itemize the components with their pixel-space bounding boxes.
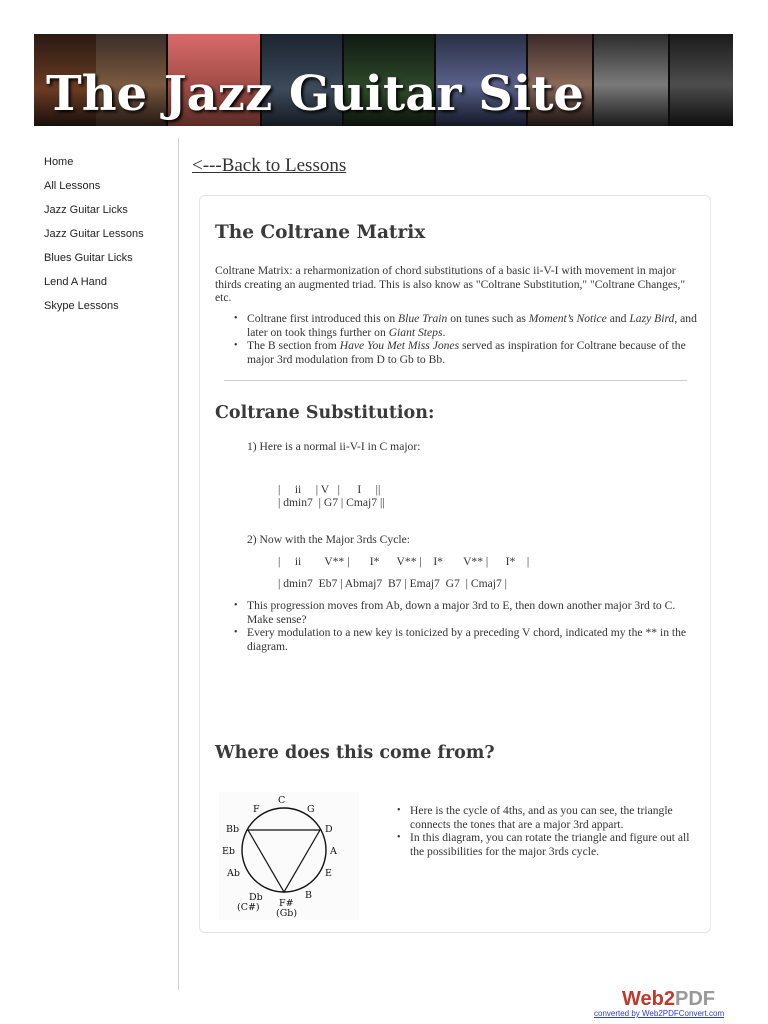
- sidebar-item-jazz-guitar-licks[interactable]: Jazz Guitar Licks: [44, 204, 128, 216]
- article-title: The Coltrane Matrix: [215, 222, 426, 243]
- note-label: F#: [279, 898, 294, 909]
- sidebar-item-jazz-guitar-lessons[interactable]: Jazz Guitar Lessons: [44, 228, 144, 240]
- intro-paragraph: Coltrane Matrix: a reharmonization of chord substitutions of a basic ii-V-I with movement in major thirds creating an augmented triad. This is also know as "Coltrane Substitution," "Coltrane Changes," etc.: [215, 264, 686, 304]
- note-label: E: [325, 868, 332, 879]
- note-label: Db: [249, 892, 263, 903]
- section-title-origin: Where does this come from?: [215, 743, 495, 763]
- chord-chart-1-chords: | dmin7 | G7 | Cmaj7 ||: [278, 496, 385, 509]
- note-label: A: [330, 846, 337, 857]
- origin-notes-list: [392, 804, 692, 858]
- sidebar-item-blues-guitar-licks[interactable]: Blues Guitar Licks: [44, 252, 133, 264]
- step-2-text: 2) Now with the Major 3rds Cycle:: [247, 533, 410, 546]
- web2pdf-logo[interactable]: [622, 988, 715, 1011]
- major-thirds-triangle: [248, 830, 320, 892]
- converted-by-link[interactable]: converted by Web2PDFConvert.com: [594, 1009, 725, 1018]
- chord-chart-2-chords: | dmin7 Eb7 | Abmaj7 B7 | Emaj7 G7 | Cmaj7 |: [278, 577, 507, 590]
- section-divider: [224, 380, 687, 381]
- list-item: • Coltrane first introduced this on Blue Train on tunes such as Moment’s Notice and Lazy Bird, and later on took things further on Giant Steps.: [229, 312, 699, 339]
- list-item: • Here is the cycle of 4ths, and as you can see, the triangle connects the tones that are a major 3rd appart.: [392, 804, 692, 831]
- substitution-notes-list: [229, 599, 699, 653]
- list-item: • In this diagram, you can rotate the triangle and figure out all the possibilities for the major 3rds cycle.: [392, 831, 692, 858]
- banner-photo-8: [594, 34, 668, 126]
- sidebar-divider: [178, 138, 179, 990]
- site-banner: [34, 34, 733, 126]
- cycle-diagram-svg: [219, 792, 359, 920]
- sidebar-item-home[interactable]: Home: [44, 156, 74, 168]
- section-title-substitution: Coltrane Substitution:: [215, 403, 435, 423]
- list-item: • The B section from Have You Met Miss Jones served as inspiration for Coltrane because of the major 3rd modulation from D to Gb to Bb.: [229, 339, 699, 366]
- sidebar-item-lend-a-hand[interactable]: Lend A Hand: [44, 276, 108, 288]
- note-label: (Gb): [276, 908, 298, 919]
- note-label: Ab: [227, 868, 240, 879]
- note-label: D: [325, 824, 333, 835]
- list-item: • Every modulation to a new key is tonicized by a preceding V chord, indicated my the ** in the diagram.: [229, 626, 699, 653]
- note-label: B: [305, 890, 312, 901]
- back-to-lessons-link[interactable]: <---Back to Lessons: [192, 155, 347, 176]
- sidebar-item-all-lessons[interactable]: All Lessons: [44, 180, 101, 192]
- note-label: G: [307, 804, 315, 815]
- logo-text-web2: Web2: [622, 988, 675, 1010]
- note-label: (C#): [237, 902, 260, 913]
- note-label: F: [253, 804, 260, 815]
- banner-photo-9: [670, 34, 733, 126]
- list-item: • This progression moves from Ab, down a major 3rd to E, then down another major 3rd to C. Make sense?: [229, 599, 699, 626]
- chord-chart-1-numerals: | ii | V | I ||: [278, 483, 381, 496]
- step-1-text: 1) Here is a normal ii-V-I in C major:: [247, 440, 421, 453]
- site-title: The Jazz Guitar Site: [46, 66, 584, 122]
- coltrane-history-list: [229, 312, 699, 366]
- note-label: Bb: [226, 824, 240, 835]
- note-label: Eb: [222, 846, 236, 857]
- sidebar-nav: [44, 150, 174, 318]
- note-label: C: [278, 795, 286, 806]
- sidebar-item-skype-lessons[interactable]: Skype Lessons: [44, 300, 119, 312]
- cycle-circle: [242, 808, 326, 892]
- cycle-of-fourths-diagram: [219, 792, 359, 920]
- chord-chart-2-numerals: | ii V** | I* V** | I* V** | I* |: [278, 555, 530, 568]
- logo-text-pdf: PDF: [674, 988, 715, 1010]
